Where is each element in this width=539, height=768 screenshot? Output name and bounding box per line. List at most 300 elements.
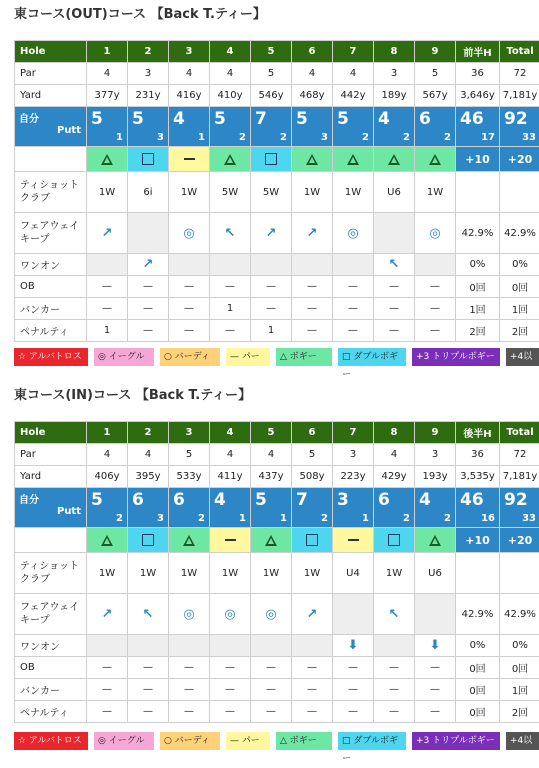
putt-count: 2 [444, 132, 451, 143]
header-row [15, 41, 539, 63]
penalty-label: ペナルティ [15, 320, 87, 342]
ob-total: 0回 [456, 276, 500, 298]
legend-tri3: +3 トリプルボギー [412, 732, 500, 750]
legend-bog: △ ボギー [276, 732, 332, 750]
fairway-cell [415, 213, 456, 254]
score-cell[interactable] [169, 107, 210, 147]
hole-number: 9 [415, 422, 456, 444]
score-cell[interactable] [251, 488, 292, 528]
ob-cell: — [415, 276, 456, 298]
arrow-left-icon: ↖ [143, 607, 154, 622]
ob-cell: — [169, 657, 210, 679]
stroke-count: 5 [132, 109, 144, 129]
yard-value: 416y [169, 85, 210, 107]
par-value: 72 [500, 63, 539, 85]
arrow-right-icon: ↗ [102, 607, 113, 622]
score-symbol-cell [169, 528, 210, 553]
over-par-total: +10 [456, 528, 500, 553]
self-label: 自分 [19, 491, 39, 506]
stroke-count: 6 [173, 490, 185, 510]
stroke-count: 46 [460, 490, 484, 510]
par-value: 3 [128, 63, 169, 85]
tee-club-cell: 1W [374, 553, 415, 594]
yard-label: Yard [15, 466, 87, 488]
hole-number: 前半H [456, 41, 500, 63]
putt-count: 1 [362, 513, 369, 524]
par-value: 4 [128, 444, 169, 466]
hole-number: 5 [251, 422, 292, 444]
one-on-percent: 0% [500, 254, 539, 276]
fairway-cell [292, 594, 333, 635]
par-icon [225, 539, 236, 541]
par-value: 4 [169, 63, 210, 85]
bunker-row [15, 679, 539, 701]
score-symbol-cell [415, 147, 456, 172]
penalty-cell: 1 [87, 320, 128, 342]
ob-cell: — [210, 276, 251, 298]
putt-count: 2 [321, 513, 328, 524]
par-value: 3 [374, 63, 415, 85]
ob-cell: — [128, 657, 169, 679]
ob-label: OB [15, 657, 87, 679]
legend-in [14, 732, 535, 750]
penalty-cell: 1 [251, 320, 292, 342]
score-symbol-cell [333, 528, 374, 553]
penalty-cell: — [128, 701, 169, 723]
ob-cell: — [87, 276, 128, 298]
score-cell[interactable] [128, 107, 169, 147]
ob-cell: — [251, 276, 292, 298]
score-symbol-cell [128, 528, 169, 553]
score-symbol-cell [333, 147, 374, 172]
putt-count: 2 [403, 513, 410, 524]
fairway-cell [87, 213, 128, 254]
double-bogey-icon [142, 534, 154, 546]
yard-row [15, 85, 539, 107]
legend-par: — パー [226, 732, 270, 750]
score-cell[interactable] [87, 107, 128, 147]
penalty-cell: — [374, 320, 415, 342]
arrow-right-icon: ↗ [266, 226, 277, 241]
penalty-row [15, 320, 539, 342]
yard-value: 406y [87, 466, 128, 488]
ob-cell: — [333, 657, 374, 679]
score-cell[interactable] [210, 488, 251, 528]
hole-number: 6 [292, 422, 333, 444]
tee-total-empty [500, 553, 539, 594]
score-symbol-cell [292, 528, 333, 553]
fairway-cell [292, 213, 333, 254]
par-label: Par [15, 63, 87, 85]
tee-club-cell: 5W [251, 172, 292, 213]
tee-club-cell: 6i [128, 172, 169, 213]
putt-count: 2 [239, 132, 246, 143]
fairway-hit-icon: ◎ [183, 226, 194, 241]
par-value: 4 [210, 444, 251, 466]
putt-count: 2 [280, 132, 287, 143]
bogey-icon [224, 154, 236, 165]
one-on-cell [87, 254, 128, 276]
one-on-cell [210, 254, 251, 276]
fairway-cell [333, 594, 374, 635]
tee-club-cell: 1W [169, 553, 210, 594]
ob-total: 0回 [456, 657, 500, 679]
score-cell[interactable] [128, 488, 169, 528]
tee-club-cell: 1W [292, 553, 333, 594]
penalty-total: 2回 [500, 701, 539, 723]
penalty-cell: — [292, 320, 333, 342]
one-on-label: ワンオン [15, 635, 87, 657]
arrow-left-icon: ↖ [225, 226, 236, 241]
bunker-cell: — [374, 679, 415, 701]
score-cell[interactable] [500, 488, 539, 528]
fairway-cell [251, 213, 292, 254]
score-symbol-cell [251, 147, 292, 172]
course-out [14, 6, 535, 342]
par-value: 5 [251, 63, 292, 85]
ob-label: OB [15, 276, 87, 298]
score-cell[interactable] [415, 488, 456, 528]
score-cell[interactable] [210, 107, 251, 147]
arrow-left-icon: ↖ [389, 607, 400, 622]
par-value: 4 [374, 444, 415, 466]
score-symbol-cell [87, 147, 128, 172]
ob-row [15, 276, 539, 298]
hole-number: 5 [251, 41, 292, 63]
putt-count: 1 [239, 513, 246, 524]
course-title: 東コース(IN)コース 【Back T.ティー】 [14, 387, 535, 405]
stroke-count: 92 [504, 490, 528, 510]
one-on-cell [374, 635, 415, 657]
bunker-cell: — [169, 298, 210, 320]
putt-label: Putt [57, 125, 81, 136]
bunker-cell: — [415, 679, 456, 701]
stroke-count: 4 [419, 490, 431, 510]
ob-cell: — [374, 657, 415, 679]
fairway-cell [210, 213, 251, 254]
bogey-icon [101, 535, 113, 546]
tee-club-cell: 5W [210, 172, 251, 213]
stroke-count: 4 [173, 109, 185, 129]
fairway-percent: 42.9% [500, 594, 539, 635]
fairway-row [15, 594, 539, 635]
ob-cell: — [333, 276, 374, 298]
par-value: 5 [415, 63, 456, 85]
bunker-cell: — [251, 298, 292, 320]
hole-number: 2 [128, 422, 169, 444]
over-par-total: +10 [456, 147, 500, 172]
stroke-count: 4 [214, 490, 226, 510]
score-cell[interactable] [292, 107, 333, 147]
par-value: 3 [333, 444, 374, 466]
score-symbol-cell [374, 147, 415, 172]
par-value: 4 [251, 444, 292, 466]
one-on-cell [210, 635, 251, 657]
putt-count: 1 [198, 132, 205, 143]
score-symbol-cell [415, 528, 456, 553]
arrow-right-icon: ↗ [307, 226, 318, 241]
tee-club-cell: 1W [87, 553, 128, 594]
bogey-icon [429, 154, 441, 165]
bunker-cell: — [169, 679, 210, 701]
bunker-cell: — [292, 298, 333, 320]
fairway-cell [169, 213, 210, 254]
self-label: 自分 [19, 110, 39, 125]
tee-total-empty [456, 553, 500, 594]
score-cell[interactable] [292, 488, 333, 528]
double-bogey-icon [388, 534, 400, 546]
putt-count: 33 [522, 513, 536, 524]
tee-club-cell: U6 [374, 172, 415, 213]
ob-cell: — [292, 276, 333, 298]
one-on-cell [333, 254, 374, 276]
par-value: 4 [87, 444, 128, 466]
par-label: Par [15, 444, 87, 466]
putt-count: 2 [116, 513, 123, 524]
score-cell[interactable] [456, 488, 500, 528]
penalty-cell: — [169, 701, 210, 723]
over-par-total: +20 [500, 147, 539, 172]
bogey-icon [101, 154, 113, 165]
hole-number: 8 [374, 422, 415, 444]
legend-bog: △ ボギー [276, 348, 332, 366]
hole-number: 1 [87, 422, 128, 444]
bunker-cell: — [87, 298, 128, 320]
par-value: 36 [456, 444, 500, 466]
stroke-count: 5 [214, 109, 226, 129]
result-symbol-label [15, 147, 87, 172]
tee-club-cell: 1W [169, 172, 210, 213]
penalty-row [15, 701, 539, 723]
penalty-cell: — [415, 320, 456, 342]
fairway-cell [87, 594, 128, 635]
putt-count: 2 [444, 513, 451, 524]
yard-value: 231y [128, 85, 169, 107]
putt-count: 16 [481, 513, 495, 524]
arrow-left-icon: ↖ [389, 257, 400, 272]
yard-value: 468y [292, 85, 333, 107]
ob-cell: — [210, 657, 251, 679]
penalty-cell: — [169, 320, 210, 342]
hole-header: Hole [15, 422, 87, 444]
putt-label: Putt [57, 506, 81, 517]
score-cell[interactable] [374, 107, 415, 147]
stroke-count: 5 [91, 490, 103, 510]
score-cell[interactable] [251, 107, 292, 147]
one-on-cell [292, 635, 333, 657]
par-value: 3 [415, 444, 456, 466]
result-symbol-row [15, 147, 539, 172]
bunker-total: 0回 [456, 679, 500, 701]
yard-value: 411y [210, 466, 251, 488]
putt-count: 2 [403, 132, 410, 143]
tee-club-cell: 1W [87, 172, 128, 213]
hole-number: 4 [210, 422, 251, 444]
penalty-cell: — [333, 701, 374, 723]
bogey-icon [183, 535, 195, 546]
score-symbol-cell [169, 147, 210, 172]
legend-eag: ◎ イーグル [94, 348, 154, 366]
double-bogey-icon [265, 153, 277, 165]
bunker-cell: 1 [210, 298, 251, 320]
score-cell[interactable] [333, 107, 374, 147]
score-cell[interactable] [500, 107, 539, 147]
fairway-row [15, 213, 539, 254]
hole-number: 2 [128, 41, 169, 63]
hole-header: Hole [15, 41, 87, 63]
one-on-cell [415, 635, 456, 657]
arrow-down-icon: ⬇ [430, 638, 441, 653]
legend-alb: ☆ アルバトロス [14, 348, 88, 366]
arrow-right-icon: ↗ [307, 607, 318, 622]
one-on-row [15, 254, 539, 276]
ob-cell: — [169, 276, 210, 298]
bunker-total: 1回 [456, 298, 500, 320]
bunker-row [15, 298, 539, 320]
legend-alb: ☆ アルバトロス [14, 732, 88, 750]
hole-number: 9 [415, 41, 456, 63]
bunker-cell: — [87, 679, 128, 701]
putt-count: 2 [362, 132, 369, 143]
fairway-cell [374, 213, 415, 254]
penalty-cell: — [87, 701, 128, 723]
bunker-cell: — [210, 679, 251, 701]
scorecard-table [14, 40, 539, 342]
legend-dbl: □ ダブルボギー [338, 732, 406, 750]
stroke-count: 3 [337, 490, 349, 510]
legend-tri3: +3 トリプルボギー [412, 348, 500, 366]
score-label [15, 107, 87, 147]
ob-cell: — [251, 657, 292, 679]
fairway-cell [415, 594, 456, 635]
tee-shot-label: ティショット クラブ [15, 553, 87, 594]
putt-count: 1 [280, 513, 287, 524]
bunker-cell: — [128, 298, 169, 320]
result-symbol-label [15, 528, 87, 553]
putt-count: 3 [321, 132, 328, 143]
fairway-cell [374, 594, 415, 635]
score-row [15, 488, 539, 528]
fairway-hit-icon: ◎ [224, 607, 235, 622]
penalty-cell: — [128, 320, 169, 342]
tee-club-cell: 1W [292, 172, 333, 213]
penalty-cell: — [292, 701, 333, 723]
fairway-cell [333, 213, 374, 254]
scorecard-table [14, 421, 539, 723]
tee-club-cell: U4 [333, 553, 374, 594]
one-on-cell [87, 635, 128, 657]
hole-number: 7 [333, 41, 374, 63]
stroke-count: 5 [296, 109, 308, 129]
score-cell[interactable] [374, 488, 415, 528]
legend-dbl: □ ダブルボギー [338, 348, 406, 366]
course-title: 東コース(OUT)コース 【Back T.ティー】 [14, 6, 535, 24]
one-on-label: ワンオン [15, 254, 87, 276]
tee-club-cell: 1W [210, 553, 251, 594]
score-symbol-cell [292, 147, 333, 172]
yard-value: 437y [251, 466, 292, 488]
par-icon [184, 158, 195, 160]
yard-value: 3,646y [456, 85, 500, 107]
bogey-icon [347, 154, 359, 165]
penalty-total: 2回 [456, 320, 500, 342]
result-symbol-row [15, 528, 539, 553]
putt-count: 17 [481, 132, 495, 143]
legend-eag: ◎ イーグル [94, 732, 154, 750]
bunker-total: 1回 [500, 298, 539, 320]
bogey-icon [388, 154, 400, 165]
hole-number: Total [500, 422, 539, 444]
bunker-cell: — [415, 298, 456, 320]
stroke-count: 6 [132, 490, 144, 510]
one-on-cell [251, 254, 292, 276]
one-on-percent: 0% [456, 635, 500, 657]
bunker-cell: — [292, 679, 333, 701]
penalty-cell: — [210, 701, 251, 723]
stroke-count: 92 [504, 109, 528, 129]
one-on-cell [251, 635, 292, 657]
bunker-cell: — [128, 679, 169, 701]
over-par-total: +20 [500, 528, 539, 553]
bunker-cell: — [333, 679, 374, 701]
header-row [15, 422, 539, 444]
stroke-count: 5 [337, 109, 349, 129]
score-cell[interactable] [456, 107, 500, 147]
stroke-count: 7 [255, 109, 267, 129]
par-value: 72 [500, 444, 539, 466]
par-value: 4 [333, 63, 374, 85]
score-cell[interactable] [415, 107, 456, 147]
arrow-right-icon: ↗ [143, 257, 154, 272]
yard-label: Yard [15, 85, 87, 107]
yard-value: 223y [333, 466, 374, 488]
fairway-cell [128, 594, 169, 635]
yard-value: 189y [374, 85, 415, 107]
yard-value: 193y [415, 466, 456, 488]
fairway-cell [169, 594, 210, 635]
stroke-count: 46 [460, 109, 484, 129]
hole-number: 7 [333, 422, 374, 444]
fairway-label: フェアウェイ キープ [15, 213, 87, 254]
yard-value: 377y [87, 85, 128, 107]
legend-bir: ○ バーディ [160, 732, 220, 750]
par-value: 36 [456, 63, 500, 85]
putt-count: 3 [157, 513, 164, 524]
tee-club-cell: U6 [415, 553, 456, 594]
score-cell[interactable] [87, 488, 128, 528]
yard-value: 3,535y [456, 466, 500, 488]
ob-cell: — [292, 657, 333, 679]
yard-value: 442y [333, 85, 374, 107]
fairway-label: フェアウェイ キープ [15, 594, 87, 635]
one-on-cell [169, 254, 210, 276]
score-cell[interactable] [333, 488, 374, 528]
ob-total: 0回 [500, 276, 539, 298]
yard-value: 567y [415, 85, 456, 107]
score-symbol-cell [251, 528, 292, 553]
yard-row [15, 466, 539, 488]
legend-bir: ○ バーディ [160, 348, 220, 366]
yard-value: 533y [169, 466, 210, 488]
score-cell[interactable] [169, 488, 210, 528]
yard-value: 546y [251, 85, 292, 107]
par-value: 4 [292, 63, 333, 85]
one-on-cell [333, 635, 374, 657]
stroke-count: 7 [296, 490, 308, 510]
fairway-cell [251, 594, 292, 635]
stroke-count: 4 [378, 109, 390, 129]
tee-shot-row [15, 172, 539, 213]
